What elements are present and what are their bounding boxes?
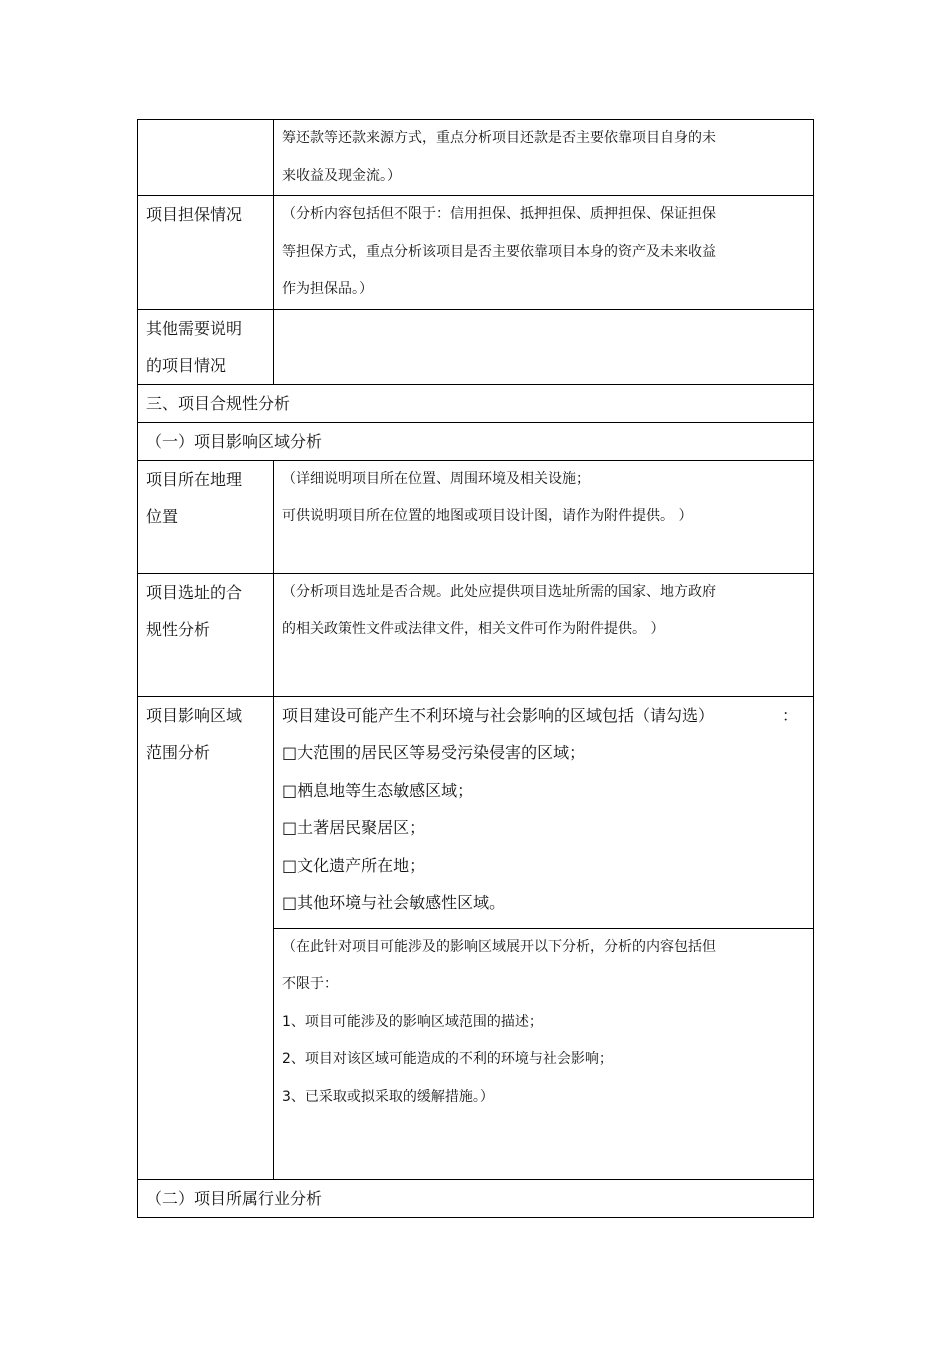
impact-analysis-line: 2、项目对该区域可能造成的不利的环境与社会影响； [282,1051,613,1067]
guarantee-row [138,196,814,310]
site-label-cell [138,573,274,696]
other-label-line: 其他需要说明 [146,318,243,338]
impact-option[interactable] [282,884,805,922]
impact-label-line: 项目影响区域 [146,705,243,725]
repayment-label-cell [138,120,274,196]
repayment-row [138,120,814,196]
impact-label-cell [138,696,274,1179]
sub1-row [138,422,814,460]
section3-row [138,384,814,422]
impact-option[interactable] [282,734,805,772]
other-label-line: 的项目情况 [146,355,227,375]
site-label-line: 规性分析 [146,619,211,639]
site-text-line: 的相关政策性文件或法律文件，相关文件可作为附件提供。 ） [282,621,665,637]
site-label-line: 项目选址的合 [146,582,243,602]
repayment-text-line: 来收益及现金流。） [282,167,401,184]
form-table [137,119,814,1218]
guarantee-text-line: 等担保方式，重点分析该项目是否主要依靠项目本身的资产及未来收益 [282,243,716,260]
repayment-text-line: 筹还款等还款来源方式，重点分析项目还款是否主要依靠项目自身的未 [282,130,716,146]
impact-row [138,696,814,928]
impact-analysis-line: 1、项目可能涉及的影响区域范围的描述； [282,1013,543,1030]
impact-options-cell [274,696,814,928]
checkbox-icon[interactable]: □ [282,893,298,912]
location-label-line: 位置 [146,506,179,526]
other-row [138,309,814,384]
impact-label-line: 范围分析 [146,742,211,762]
sub2-row [138,1179,814,1217]
impact-option[interactable] [282,772,805,810]
impact-option-label: 大范围的居民区等易受污染侵害的区域； [297,743,586,762]
site-content-cell [274,573,814,696]
impact-analysis-line: 不限于： [282,976,338,992]
site-text-line: （分析项目选址是否合规。此处应提供项目选址所需的国家、地方政府 [282,583,716,600]
impact-analysis-cell [274,928,814,1179]
impact-option-label: 土著居民聚居区； [297,818,426,837]
impact-option[interactable] [282,809,805,847]
checkbox-icon[interactable]: □ [282,855,298,875]
impact-intro [282,697,805,735]
sub2-title: （二）项目所属行业分析 [138,1179,814,1217]
other-content-cell[interactable] [274,309,814,384]
impact-option-label: 文化遗产所在地； [297,855,426,875]
site-row [138,573,814,696]
location-row [138,460,814,573]
impact-intro-text: 项目建设可能产生不利环境与社会影响的区域包括（请勾选） [282,705,715,725]
impact-option-label: 其他环境与社会敏感性区域。 [297,893,506,912]
guarantee-content-cell [274,196,814,310]
impact-option[interactable] [282,847,805,885]
impact-analysis-line: 3、已采取或拟采取的缓解措施。） [282,1088,494,1105]
checkbox-icon[interactable]: □ [282,743,298,762]
repayment-content-cell [274,120,814,196]
section3-title: 三、项目合规性分析 [138,384,814,422]
guarantee-label: 项目担保情况 [138,196,274,310]
location-label-line: 项目所在地理 [146,469,243,489]
location-label-cell [138,460,274,573]
location-text-line: （详细说明项目所在位置、周围环境及相关设施； [282,470,590,487]
impact-option-label: 栖息地等生态敏感区域； [297,780,474,800]
location-content-cell [274,460,814,573]
impact-analysis-line: （在此针对项目可能涉及的影响区域展开以下分析，分析的内容包括但 [282,938,716,955]
guarantee-text-line: 作为担保品。） [282,281,373,297]
checkbox-icon[interactable]: □ [282,818,298,837]
checkbox-icon[interactable]: □ [282,780,298,800]
location-text-line: 可供说明项目所在位置的地图或项目设计图，请作为附件提供。 ） [282,508,693,524]
other-label-cell [138,309,274,384]
sub1-title: （一）项目影响区域分析 [138,422,814,460]
guarantee-text-line: （分析内容包括但不限于：信用担保、抵押担保、质押担保、保证担保 [282,206,716,222]
impact-intro-colon: ： [782,705,799,725]
